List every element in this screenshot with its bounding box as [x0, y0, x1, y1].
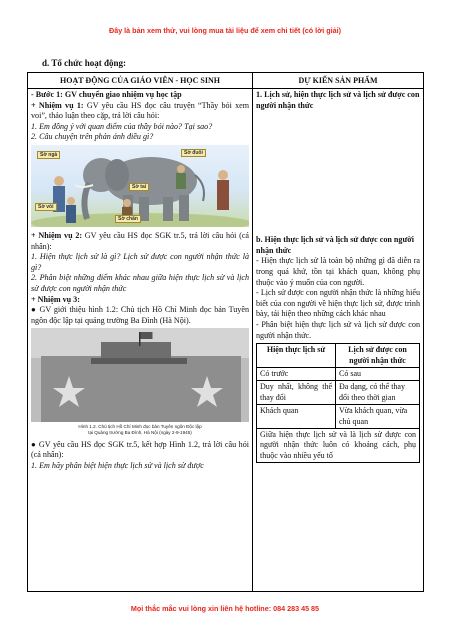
- comparison-head-reality: Hiện thực lịch sử: [257, 344, 336, 368]
- blind-men-elephant-illustration: [31, 145, 249, 227]
- label-touch-trunk: Sờ vòi: [35, 203, 57, 211]
- comparison-table: [256, 343, 420, 463]
- step-1-heading: - Bước 1: GV chuyển giao nhiệm vụ học tập: [31, 90, 182, 99]
- task-2: [31, 231, 249, 252]
- perceived-history-definition: - Lịch sử được con người nhận thức là những hiểu biết của con người về hiện thực lịch sử, được trình bày, tái hiện theo những cách khác nhau: [256, 288, 420, 319]
- task-3-label: + Nhiệm vụ 3:: [31, 294, 80, 304]
- table-row: [257, 428, 420, 462]
- task-3-ask: ● GV yêu cầu HS đọc SGK tr.5, kết hợp Hình 1.2, trả lời câu hỏi (cá nhân):: [31, 439, 249, 460]
- task-3-text: ● GV giới thiệu hình 1.2: Chủ tịch Hồ Chí Minh đọc bản Tuyên ngôn độc lập tại quảng trường Ba Đình (Hà Nội).: [31, 305, 249, 325]
- preview-banner: Đây là bản xem thử, vui lòng mua tài liệu để xem chi tiết (có lời giải): [109, 26, 341, 35]
- photo-caption-line-1: Hình 1.2. Chủ tịch Hồ Chí Minh đọc bản Tuyên ngôn Độc lập: [78, 424, 202, 430]
- comparison-header-row: [257, 344, 420, 368]
- question-3: 1. Hiện thực lịch sử là gì? Lịch sử được con người nhận thức là gì?: [31, 252, 249, 272]
- question-2: 2. Câu chuyện trên phản ánh điều gì?: [31, 132, 154, 142]
- label-touch-ear: Sờ tai: [129, 183, 149, 191]
- comparison-footer: Giữa hiện thực lịch sử và là lịch sử được con người nhận thức luôn có khoảng cách, phụ thuộc vào nhiều yếu tố: [257, 428, 420, 462]
- activity-table: [27, 72, 424, 592]
- header-teacher-student: HOẠT ĐỘNG CỦA GIÁO VIÊN - HỌC SINH: [60, 76, 220, 85]
- historical-reality-definition: - Hiện thực lịch sử là toàn bộ những gì đã diễn ra trong quá khứ, tồn tại khách quan, không phụ thuộc vào ý muốn của con người.: [256, 256, 420, 287]
- label-touch-tusk: Sờ ngà: [37, 151, 60, 159]
- task-1: [31, 101, 249, 122]
- task-2-label: + Nhiệm vụ 2:: [31, 230, 83, 240]
- hotline-banner: Mọi thắc mắc vui lòng xin liên hệ hotline: 084 283 45 85: [130, 604, 320, 613]
- task-1-label: + Nhiệm vụ 1:: [31, 100, 84, 110]
- question-5: 1. Em hãy phân biệt hiện thực lịch sử và lịch sử được: [31, 460, 204, 470]
- task-2-text: GV yêu cầu HS đọc SGK tr.5, trả lời câu hỏi (cá nhân):: [31, 230, 250, 251]
- comparison-cell: Khách quan: [257, 405, 336, 429]
- table-row: [257, 381, 420, 405]
- question-1: 1. Em đồng ý với quan điểm của thầy bói nào? Tại sao?: [31, 121, 213, 131]
- comparison-cell: Duy nhất, không thể thay đổi: [257, 381, 336, 405]
- label-touch-leg: Sờ chân: [115, 215, 141, 223]
- photo-caption: [31, 424, 249, 435]
- product-heading-1: 1. Lịch sử, hiện thực lịch sử và lịch sử được con người nhận thức: [256, 90, 420, 110]
- task-1-text: GV yêu cầu HS đọc câu truyện “Thầy bói xem voi”, thảo luận theo cặp, trả lời câu hỏi:: [31, 100, 250, 121]
- column-divider: [252, 73, 253, 591]
- comparison-cell: Có sau: [336, 367, 420, 380]
- header-expected-product: DỰ KIẾN SẢN PHẨM: [298, 76, 378, 85]
- historic-photo-drawing: [31, 328, 249, 422]
- independence-declaration-photo: [31, 328, 249, 422]
- comparison-cell: Vừa khách quan, vừa chủ quan: [336, 405, 420, 429]
- table-row: [257, 405, 420, 429]
- table-row: [257, 367, 420, 380]
- question-4: 2. Phân biệt những điểm khác nhau giữa hiện thực lịch sử và lịch sử được con người nhận thức: [31, 273, 249, 293]
- comparison-intro: - Phân biệt hiện thực lịch sử và lịch sử được con người nhận thức.: [256, 319, 420, 340]
- spacer: [256, 111, 420, 235]
- product-heading-2: b. Hiện thực lịch sử và lịch sử được con người nhận thức: [256, 235, 415, 255]
- section-title: d. Tổ chức hoạt động:: [42, 58, 127, 68]
- comparison-head-perceived: Lịch sử được con người nhận thức: [336, 344, 420, 368]
- label-touch-tail: Sờ đuôi: [181, 149, 206, 157]
- comparison-cell: Có trước: [257, 367, 336, 380]
- photo-caption-line-2: tại Quảng trường Ba Đình, Hà Nội (ngày 2-9-1945): [88, 429, 192, 435]
- expected-product-column: [256, 90, 420, 463]
- comparison-cell: Đa dạng, có thể thay đổi theo thời gian: [336, 381, 420, 405]
- teacher-activity-column: [31, 90, 249, 471]
- table-header-row: [28, 73, 423, 89]
